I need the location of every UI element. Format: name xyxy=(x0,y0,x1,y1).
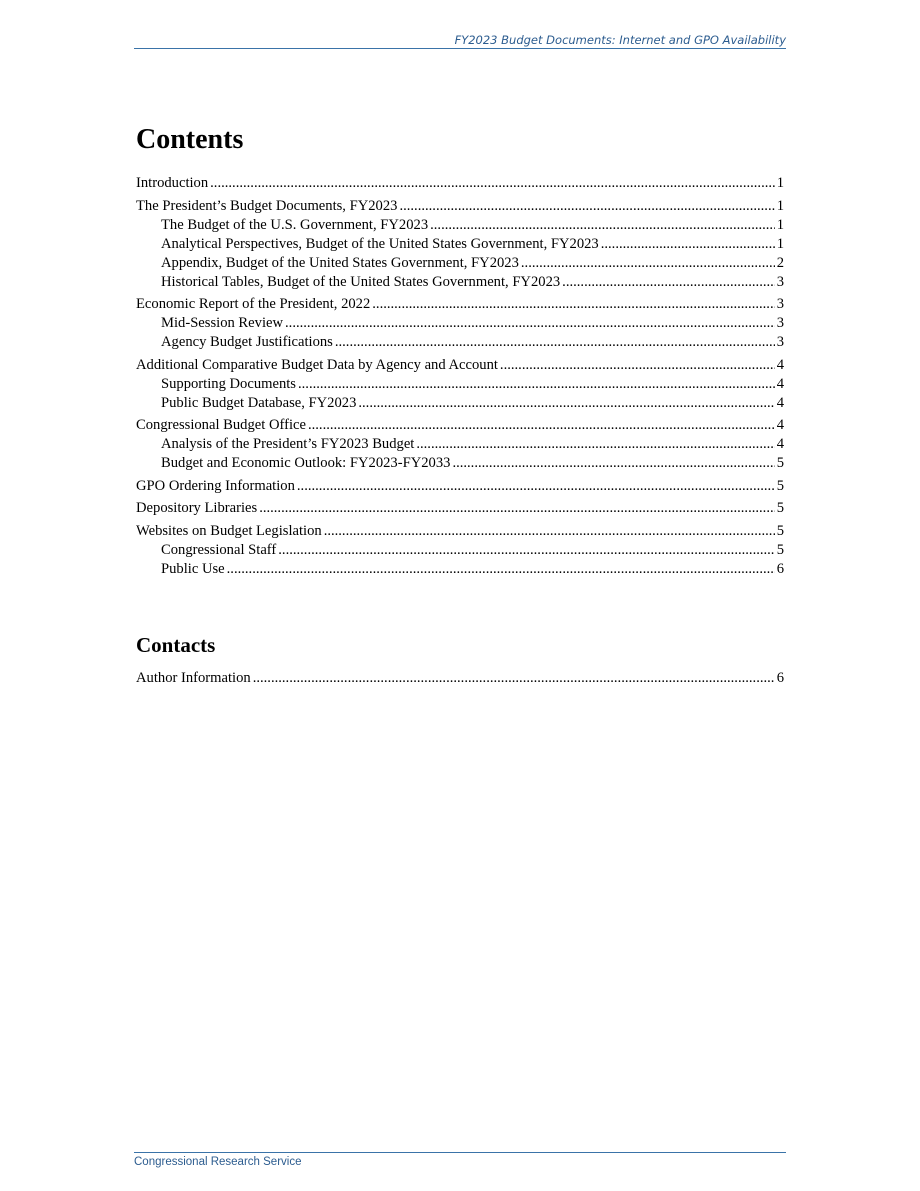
toc-subentry[interactable] xyxy=(136,314,784,333)
dot-leader xyxy=(358,394,774,413)
dot-leader xyxy=(298,375,775,394)
toc-subentry[interactable] xyxy=(136,454,784,473)
toc-entry-title: Agency Budget Justifications xyxy=(161,334,333,350)
dot-leader xyxy=(297,477,775,496)
page-footer xyxy=(134,1152,786,1168)
dot-leader xyxy=(259,499,775,518)
toc-entry[interactable] xyxy=(136,295,784,314)
toc-entry-title: Public Budget Database, FY2023 xyxy=(161,394,357,411)
toc-entry-title: Appendix, Budget of the United States Government, FY2023 xyxy=(161,254,519,271)
toc-entry-page: 5 xyxy=(776,477,784,494)
dot-leader xyxy=(601,235,775,254)
toc-entry-title: Public Use xyxy=(161,560,225,577)
toc-entry-title: Author Information xyxy=(136,670,251,686)
toc-entry-page: 1 xyxy=(776,235,784,252)
toc-entry[interactable] xyxy=(136,669,784,688)
dot-leader xyxy=(308,416,775,435)
dot-leader xyxy=(452,454,774,473)
toc-entry-page: 4 xyxy=(776,356,784,373)
dot-leader xyxy=(324,522,775,541)
contacts-heading: Contacts xyxy=(136,633,216,657)
dot-leader xyxy=(285,314,775,333)
toc-entry-title: The Budget of the U.S. Government, FY2023 xyxy=(161,216,429,233)
dot-leader xyxy=(430,216,775,235)
toc-entry-title: Websites on Budget Legislation xyxy=(136,522,322,539)
toc-entry-page: 3 xyxy=(776,315,784,331)
dot-leader xyxy=(500,356,775,375)
toc-entry-page: 4 xyxy=(776,417,784,433)
dot-leader xyxy=(416,435,774,454)
toc-subentry[interactable] xyxy=(136,394,784,413)
toc-subentry[interactable] xyxy=(136,254,784,273)
toc-entry-title: Supporting Documents xyxy=(161,375,296,392)
toc-entry-page: 2 xyxy=(776,254,784,271)
toc-entry-title: Introduction xyxy=(136,175,209,191)
toc-entry-page: 5 xyxy=(776,541,784,558)
toc-entry-title: Congressional Budget Office xyxy=(136,417,306,433)
toc-entry-page: 3 xyxy=(776,296,784,312)
toc-subentry[interactable] xyxy=(136,541,784,560)
toc-entry-page: 4 xyxy=(776,394,784,411)
toc-entry-title: Congressional Staff xyxy=(161,541,277,558)
contacts-list xyxy=(136,669,784,688)
table-of-contents xyxy=(136,174,784,579)
toc-entry-title: Mid-Session Review xyxy=(161,315,284,331)
toc-entry-page: 3 xyxy=(776,273,784,290)
dot-leader xyxy=(335,333,775,352)
dot-leader xyxy=(372,295,774,314)
toc-entry-page: 4 xyxy=(776,436,784,452)
toc-entry-page: 6 xyxy=(776,670,784,686)
dot-leader xyxy=(253,669,775,688)
running-header xyxy=(134,32,786,49)
toc-entry[interactable] xyxy=(136,477,784,496)
toc-entry-page: 1 xyxy=(776,216,784,233)
toc-subentry[interactable] xyxy=(136,375,784,394)
toc-entry[interactable] xyxy=(136,197,784,216)
toc-entry-page: 5 xyxy=(776,522,784,539)
toc-entry-title: Analysis of the President’s FY2023 Budget xyxy=(161,436,415,452)
toc-entry-page: 1 xyxy=(776,197,784,214)
toc-entry-title: Economic Report of the President, 2022 xyxy=(136,296,371,312)
dot-leader xyxy=(399,197,774,216)
toc-entry-page: 4 xyxy=(776,375,784,392)
toc-subentry[interactable] xyxy=(136,273,784,292)
dot-leader xyxy=(562,273,775,292)
toc-subentry[interactable] xyxy=(136,435,784,454)
footer-org: Congressional Research Service xyxy=(134,1156,302,1168)
dot-leader xyxy=(521,254,775,273)
toc-entry-title: Depository Libraries xyxy=(136,500,258,516)
toc-entry[interactable] xyxy=(136,174,784,193)
dot-leader xyxy=(227,560,775,579)
contents-heading: Contents xyxy=(136,124,244,155)
toc-subentry[interactable] xyxy=(136,333,784,352)
running-title: FY2023 Budget Documents: Internet and GPO Availability xyxy=(454,33,786,47)
dot-leader xyxy=(210,174,775,193)
toc-entry-title: The President’s Budget Documents, FY2023 xyxy=(136,197,398,214)
toc-entry-page: 5 xyxy=(776,455,784,471)
toc-subentry[interactable] xyxy=(136,560,784,579)
toc-entry[interactable] xyxy=(136,522,784,541)
toc-entry-title: Additional Comparative Budget Data by Agency and Account xyxy=(136,356,498,373)
toc-entry-title: Historical Tables, Budget of the United States Government, FY2023 xyxy=(161,273,561,290)
dot-leader xyxy=(278,541,774,560)
toc-entry-page: 1 xyxy=(776,175,784,191)
toc-entry[interactable] xyxy=(136,499,784,518)
toc-entry-page: 3 xyxy=(776,334,784,350)
toc-entry-title: Budget and Economic Outlook: FY2023-FY2033 xyxy=(161,455,451,471)
toc-entry-page: 6 xyxy=(776,560,784,577)
toc-subentry[interactable] xyxy=(136,235,784,254)
toc-entry[interactable] xyxy=(136,416,784,435)
toc-entry-title: GPO Ordering Information xyxy=(136,477,295,494)
toc-entry-title: Analytical Perspectives, Budget of the United States Government, FY2023 xyxy=(161,235,599,252)
toc-subentry[interactable] xyxy=(136,216,784,235)
toc-entry[interactable] xyxy=(136,356,784,375)
toc-entry-page: 5 xyxy=(776,500,784,516)
